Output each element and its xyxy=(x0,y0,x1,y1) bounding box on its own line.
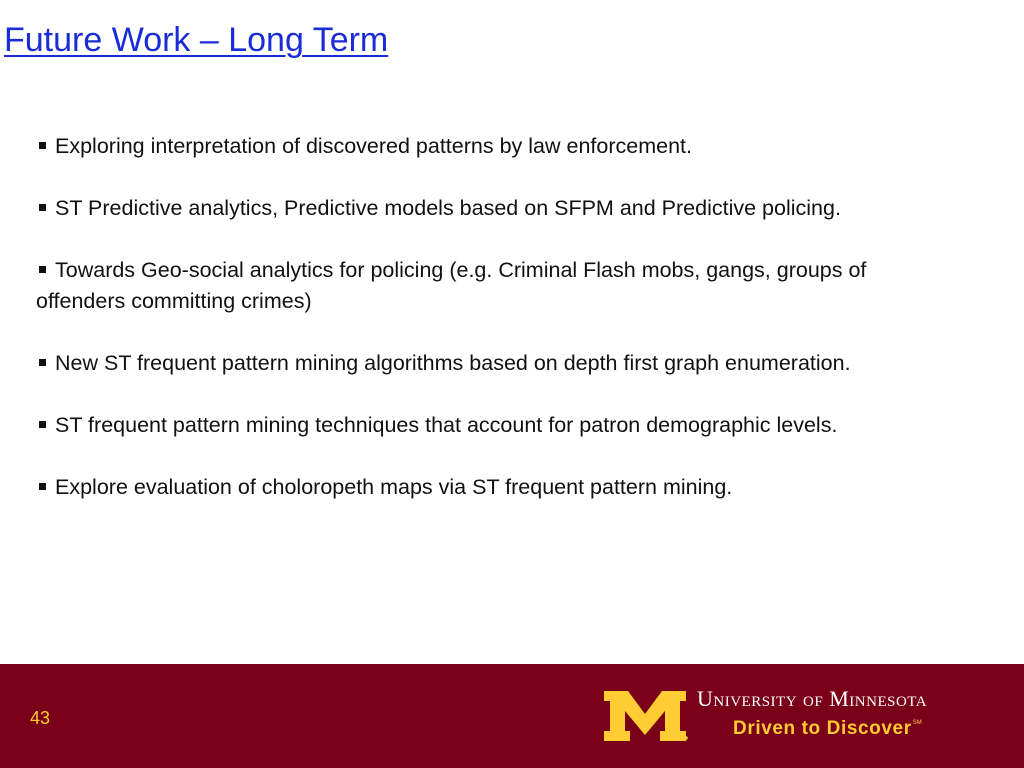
square-bullet-icon xyxy=(39,204,46,211)
bullet-list xyxy=(36,131,876,534)
bullet-text: Explore evaluation of choloropeth maps via ST frequent pattern mining. xyxy=(55,475,733,499)
tagline: Driven to Discover xyxy=(733,718,912,739)
service-mark: SM xyxy=(912,720,922,726)
slide-title: Future Work – Long Term xyxy=(4,21,389,59)
tagline-row xyxy=(733,718,997,740)
square-bullet-icon xyxy=(39,421,46,428)
square-bullet-icon xyxy=(39,142,46,149)
bullet-text: ST Predictive analytics, Predictive models based on SFPM and Predictive policing. xyxy=(55,196,841,220)
bullet-item xyxy=(36,472,876,503)
footer-band xyxy=(0,664,1024,768)
university-wordmark xyxy=(697,686,997,740)
bullet-item xyxy=(36,255,876,317)
square-bullet-icon xyxy=(39,359,46,366)
bullet-item xyxy=(36,348,876,379)
bullet-text: Exploring interpretation of discovered patterns by law enforcement. xyxy=(55,134,692,158)
bullet-item xyxy=(36,410,876,441)
square-bullet-icon xyxy=(39,483,46,490)
bullet-text: ST frequent pattern mining techniques that account for patron demographic levels. xyxy=(55,413,838,437)
bullet-item xyxy=(36,131,876,162)
bullet-text: Towards Geo-social analytics for policing (e.g. Criminal Flash mobs, gangs, groups of offenders committing crimes) xyxy=(36,258,867,313)
university-name: University of Minnesota xyxy=(697,686,928,711)
page-number: 43 xyxy=(30,708,51,728)
square-bullet-icon xyxy=(39,266,46,273)
block-m-logo xyxy=(602,691,688,741)
bullet-item xyxy=(36,193,876,224)
bullet-text: New ST frequent pattern mining algorithms based on depth first graph enumeration. xyxy=(55,351,851,375)
